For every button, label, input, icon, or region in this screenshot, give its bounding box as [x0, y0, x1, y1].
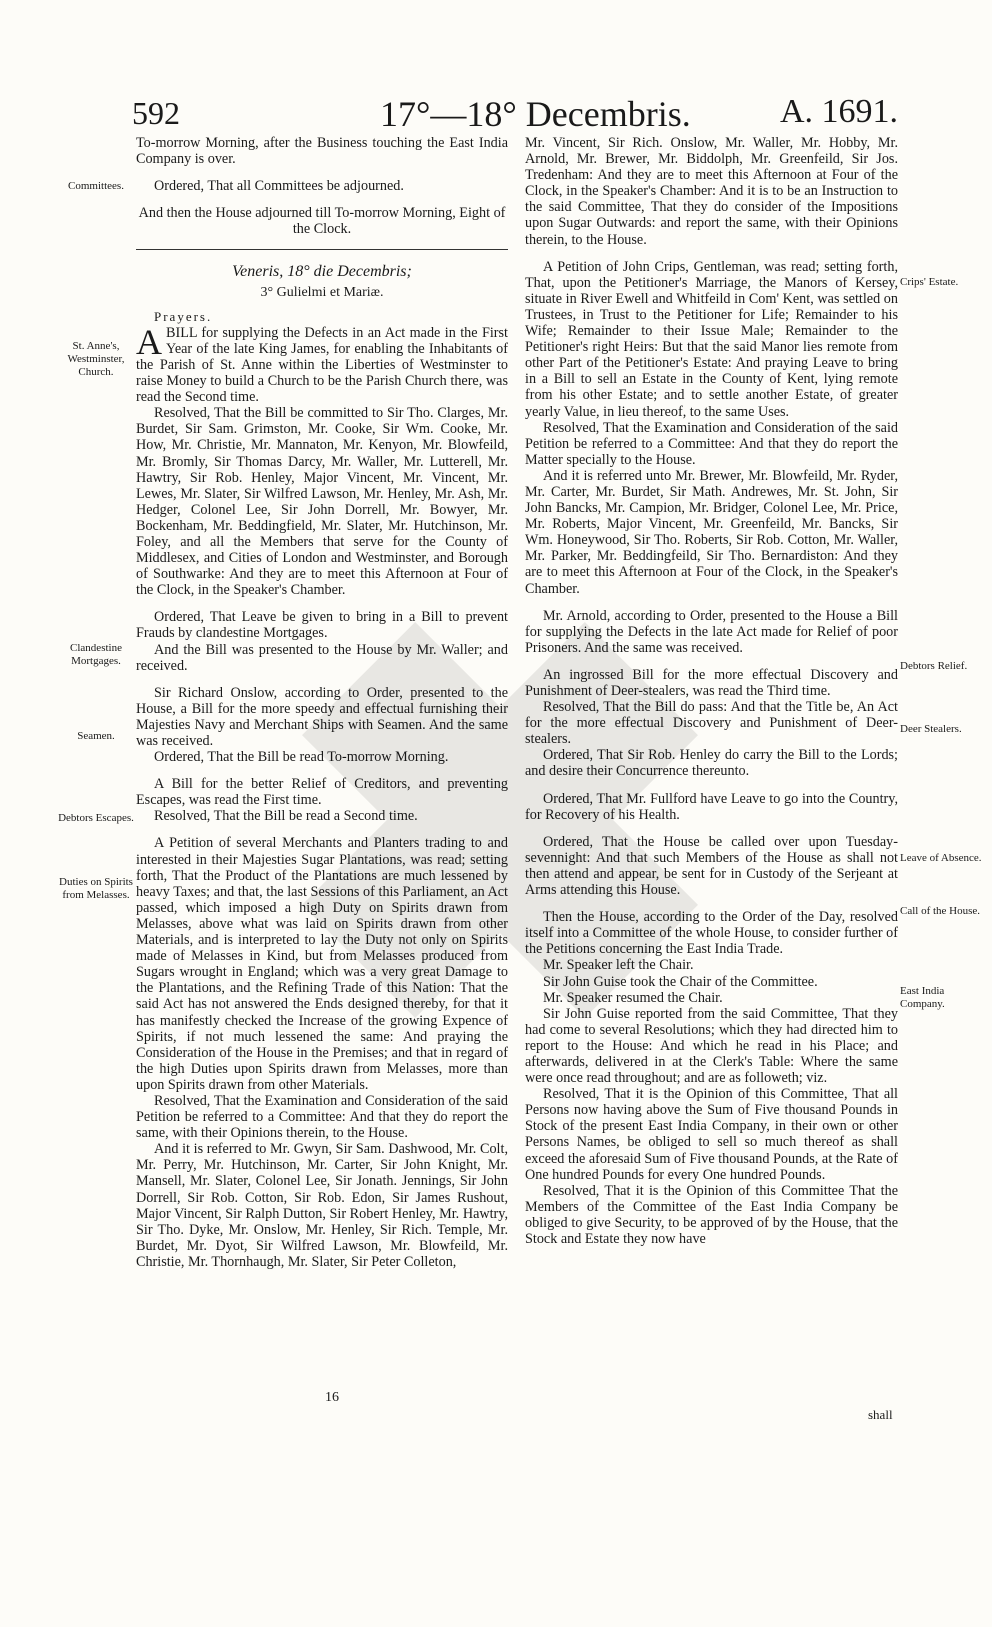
paragraph: Ordered, That Sir Rob. Henley do carry the Bill to the Lords; and desire their Concurrence thereunto. [525, 747, 898, 780]
margin-note-clandestine-mortgages: Clandestine Mortgages. [70, 642, 122, 667]
regnal-year: 3° Gulielmi et Mariæ. [260, 284, 384, 300]
paragraph: Mr. Speaker resumed the Chair. [543, 989, 723, 1006]
day-heading: Veneris, 18° die Decembris; [232, 263, 412, 281]
margin-note-east-india: East India Company. [900, 985, 945, 1010]
paragraph: And it is referred unto Mr. Brewer, Mr. Blowfeild, Mr. Ryder, Mr. Carter, Mr. Burdet, Sir Math. Andrewes, Mr. St. John, Sir John Bancks, Mr. Campion, Mr. Bridger, Colonel Lee, Mr. Price, Mr. Roberts, Major Vincent, Mr. Greenfeild, Mr. Bancks, Sir Wm. Honeywood, Sir Tho. Roberts, Sir Rob. Cotton, Mr. Waller, Mr. Parker, Mr. Beddingfeild, Sir Tho. Bernardiston: And they are to meet this Afternoon at Four of the Clock, in the Speaker's Chamber. [525, 467, 898, 597]
margin-note-committees: Committees. [68, 180, 124, 192]
paragraph: Resolved, That the Bill be committed to Sir Tho. Clarges, Mr. Burdet, Sir Sam. Grimston, Mr. Cooke, Sir Wm. Cooke, Mr. How, Mr. Christie, Mr. Mannaton, Mr. Kenyon, Mr. Blowfeild, Mr. Bromly, Sir Thomas Darcy, Mr. Waller, Mr. Lutterell, Mr. Hawtry, Sir Rob. Henley, Major Vincent, Mr. Vincent, Mr. Lewes, Mr. Slater, Sir Wilfred Lawson, Mr. Henley, Mr. Ash, Mr. Hedger, Colonel Lee, Sir John Dorrell, Mr. Bowyer, Mr. Bockenham, Mr. Beddingfield, Mr. Slater, Mr. Hutchinson, Mr. Foley, and all the Members that serve for the County of Middlesex, and Cities of London and Westminster, and Borough of Southwarke: And they are to meet this Afternoon at Four of the Clock, in the Speaker's Chamber. [136, 405, 508, 599]
section-divider [136, 249, 508, 250]
paragraph: To-morrow Morning, after the Business touching the East India Company is over. [136, 135, 508, 168]
margin-note-debtors-escapes: Debtors Escapes. [58, 812, 134, 824]
paragraph-text: BILL for supplying the Defects in an Act made in the First Year of the late King James, for enabling the Inhabitants of the Parish of St. Anne within the Liberties of Westminster to raise Money to build a Church to be the Parish Church there, was read the Second time. [136, 324, 508, 406]
margin-note-deer-stealers: Deer Stealers. [900, 723, 962, 735]
signature-mark: 16 [325, 1390, 339, 1405]
paragraph: Sir Richard Onslow, according to Order, presented to the House, a Bill for the more speedy and effectual furnishing their Majesties Navy and Merchant Ships with Seamen. And the same was received. [136, 684, 508, 749]
page-year: A. 1691. [780, 93, 899, 130]
paragraph: Mr. Vincent, Sir Rich. Onslow, Mr. Waller, Mr. Hobby, Mr. Arnold, Mr. Brewer, Mr. Biddolph, Mr. Greenfeild, Sir Jos. Tredenham: And they are to meet this Afternoon at Four of the Clock, in the Speaker's Chamber: And it is to be an Instruction to the said Committee, That they do consider of the Impositions upon Sugar Outwards: and report the same, with their Opinions therein, to the House. [525, 135, 898, 248]
prayers-label: Prayers. [154, 308, 213, 324]
paragraph: A Petition of John Crips, Gentleman, was read; setting forth, That, upon the Petitioner's Marriage, the Manors of Kersey, situate in River Ewell and Whitfeild in Com' Kent, was settled on Trustees, in Trust to the Petitioner for Life; Remainder to his Wife; Remainder to their Issue Male; Remainder to the Petitioner's right Heirs: But that the said Manor lies remote from other Part of the Petitioner's Estate: And praying Leave to bring in a Bill to sell an Estate in the County of Kent, lying remote from his other Estate; and to settle another Estate, of greater yearly Value, in lieu thereof, to the same Uses. [525, 258, 898, 420]
catchword: shall [868, 1407, 893, 1422]
paragraph: Sir John Guise took the Chair of the Committee. [543, 973, 818, 990]
paragraph: Resolved, That it is the Opinion of this Committee That the Members of the Committee of the East India Company be obliged to give Security, to be approved of by the House, that the Stock and Estate they now have [525, 1182, 898, 1247]
margin-note-debtors-relief: Debtors Relief. [900, 660, 968, 672]
paragraph: Then the House, according to the Order of the Day, resolved itself into a Committee of the whole House, to consider further of the Petitions concerning the East India Trade. [525, 909, 898, 958]
paragraph: Ordered, That the House be called over upon Tuesday-sevennight: And that such Members of the House as shall not then attend and appear, be sent for in Custody of the Serjeant at Arms attending this House. [525, 833, 898, 899]
margin-note-call-of-house: Call of the House. [900, 905, 981, 917]
margin-note-crips-estate: Crips' Estate. [900, 276, 959, 288]
paragraph: Resolved, That the Examination and Consideration of the said Petition be referred to a Committee: And that they do report the Matter specially to the House. [525, 419, 898, 468]
margin-note-duties-spirits: Duties on Spirits from Melasses. [59, 876, 133, 901]
paragraph: Ordered, That Leave be given to bring in a Bill to prevent Frauds by clandestine Mortgages. [136, 609, 508, 642]
paragraph: An ingrossed Bill for the more effectual Discovery and Punishment of Deer-stealers, was read the Third time. [525, 666, 898, 699]
paragraph: Ordered, That Mr. Fullford have Leave to go into the Country, for Recovery of his Health. [525, 790, 898, 823]
paragraph: Mr. Arnold, according to Order, presented to the House a Bill for supplying the Defects in the late Act made for Relief of poor Prisoners. And the same was received. [525, 607, 898, 656]
page-date: 17°—18° Decembris. [380, 94, 691, 134]
paragraph: Ordered, That all Committees be adjourned. [154, 178, 404, 195]
paragraph: And the Bill was presented to the House by Mr. Waller; and received. [136, 641, 508, 674]
paragraph: A Bill for the better Relief of Creditors, and preventing Escapes, was read the First time. [136, 776, 508, 809]
paragraph [136, 321, 508, 406]
paragraph: Sir John Guise reported from the said Committee, That they had come to several Resolutions; which they had directed him to report to the House: And which he read in his Place; and afterwards, delivered in at the Clerk's Table: Where the same were once read throughout; and are as followeth; viz. [525, 1005, 898, 1087]
paragraph: A Petition of several Merchants and Planters trading to and interested in their Majesties Sugar Plantations, was read; setting forth, That the Product of the Plantations are much lessened by heavy Taxes; and that, the last Sessions of this Parliament, an Act passed, which imposed a high Duty on Spirits drawn from Melasses, above what was laid on Spirits drawn from other Materials, and is interpreted to lay the Duty not only on Spirits made of Melasses in Kind, but from Melasses produced from Sugars wrought in England; which was a very great Damage to the Plantations, and the Refining Trade of this Nation: That the said Act has not answered the Ends designed thereby, for that it has manifestly checked the Increase of the growing Expence of Spirits, if not much lessened the same: And praying the Consideration of the House in the Premises; and that in regard of the high Duties upon Spirits drawn from Melasses, more than upon Spirits drawn from other Materials. [136, 835, 508, 1093]
right-column [525, 135, 898, 1247]
paragraph: Mr. Speaker left the Chair. [543, 957, 694, 974]
paragraph: Resolved, That the Examination and Consideration of the said Petition be referred to a Committee: And that they do report the same, with their Opinions therein, to the House. [136, 1092, 508, 1142]
paragraph: Resolved, That the Bill do pass: And that the Title be, An Act for the more effectual Discovery and Punishment of Deer-stealers. [525, 699, 898, 748]
left-column [136, 135, 508, 1270]
paragraph: Resolved, That it is the Opinion of this Committee, That all Persons now having above the Sum of Five thousand Pounds in Stock of the present East India Company, in their own or other Persons Names, be obliged to sell so much thereof as shall exceed the aforesaid Sum of Five thousand Pounds, at the Rate of One hundred Pounds for every One hundred Pounds. [525, 1086, 898, 1183]
paragraph: Ordered, That the Bill be read To-morrow Morning. [154, 749, 449, 766]
margin-note-leave-of-absence: Leave of Absence. [900, 852, 982, 864]
paragraph: And it is referred to Mr. Gwyn, Sir Sam. Dashwood, Mr. Colt, Mr. Perry, Mr. Hutchinson, Mr. Carter, Sir John Knight, Mr. Mansell, Mr. Slater, Colonel Lee, Sir Jonath. Jennings, Sir John Dorrell, Sir Rob. Cotton, Sir Rob. Edon, Sir James Rushout, Major Vincent, Sir Ralph Dutton, Sir Robert Henley, Mr. Hawtry, Sir Tho. Dyke, Mr. Onslow, Mr. Henley, Sir Rich. Temple, Mr. Burdet, Mr. Dyot, Sir Wilfred Lawson, Mr. Blowfeild, Mr. Christie, Mr. Thornhaugh, Mr. Slater, Sir Peter Colleton, [136, 1141, 508, 1270]
drop-cap: A [136, 321, 162, 362]
page-number: 592 [132, 95, 180, 131]
paragraph: Resolved, That the Bill be read a Second time. [154, 808, 418, 825]
margin-note-seamen: Seamen. [77, 730, 115, 742]
page-header [0, 85, 992, 137]
paragraph: And then the House adjourned till To-morrow Morning, Eight of the Clock. [138, 205, 506, 238]
margin-note-st-annes: St. Anne's, Westminster, Church. [67, 340, 125, 378]
